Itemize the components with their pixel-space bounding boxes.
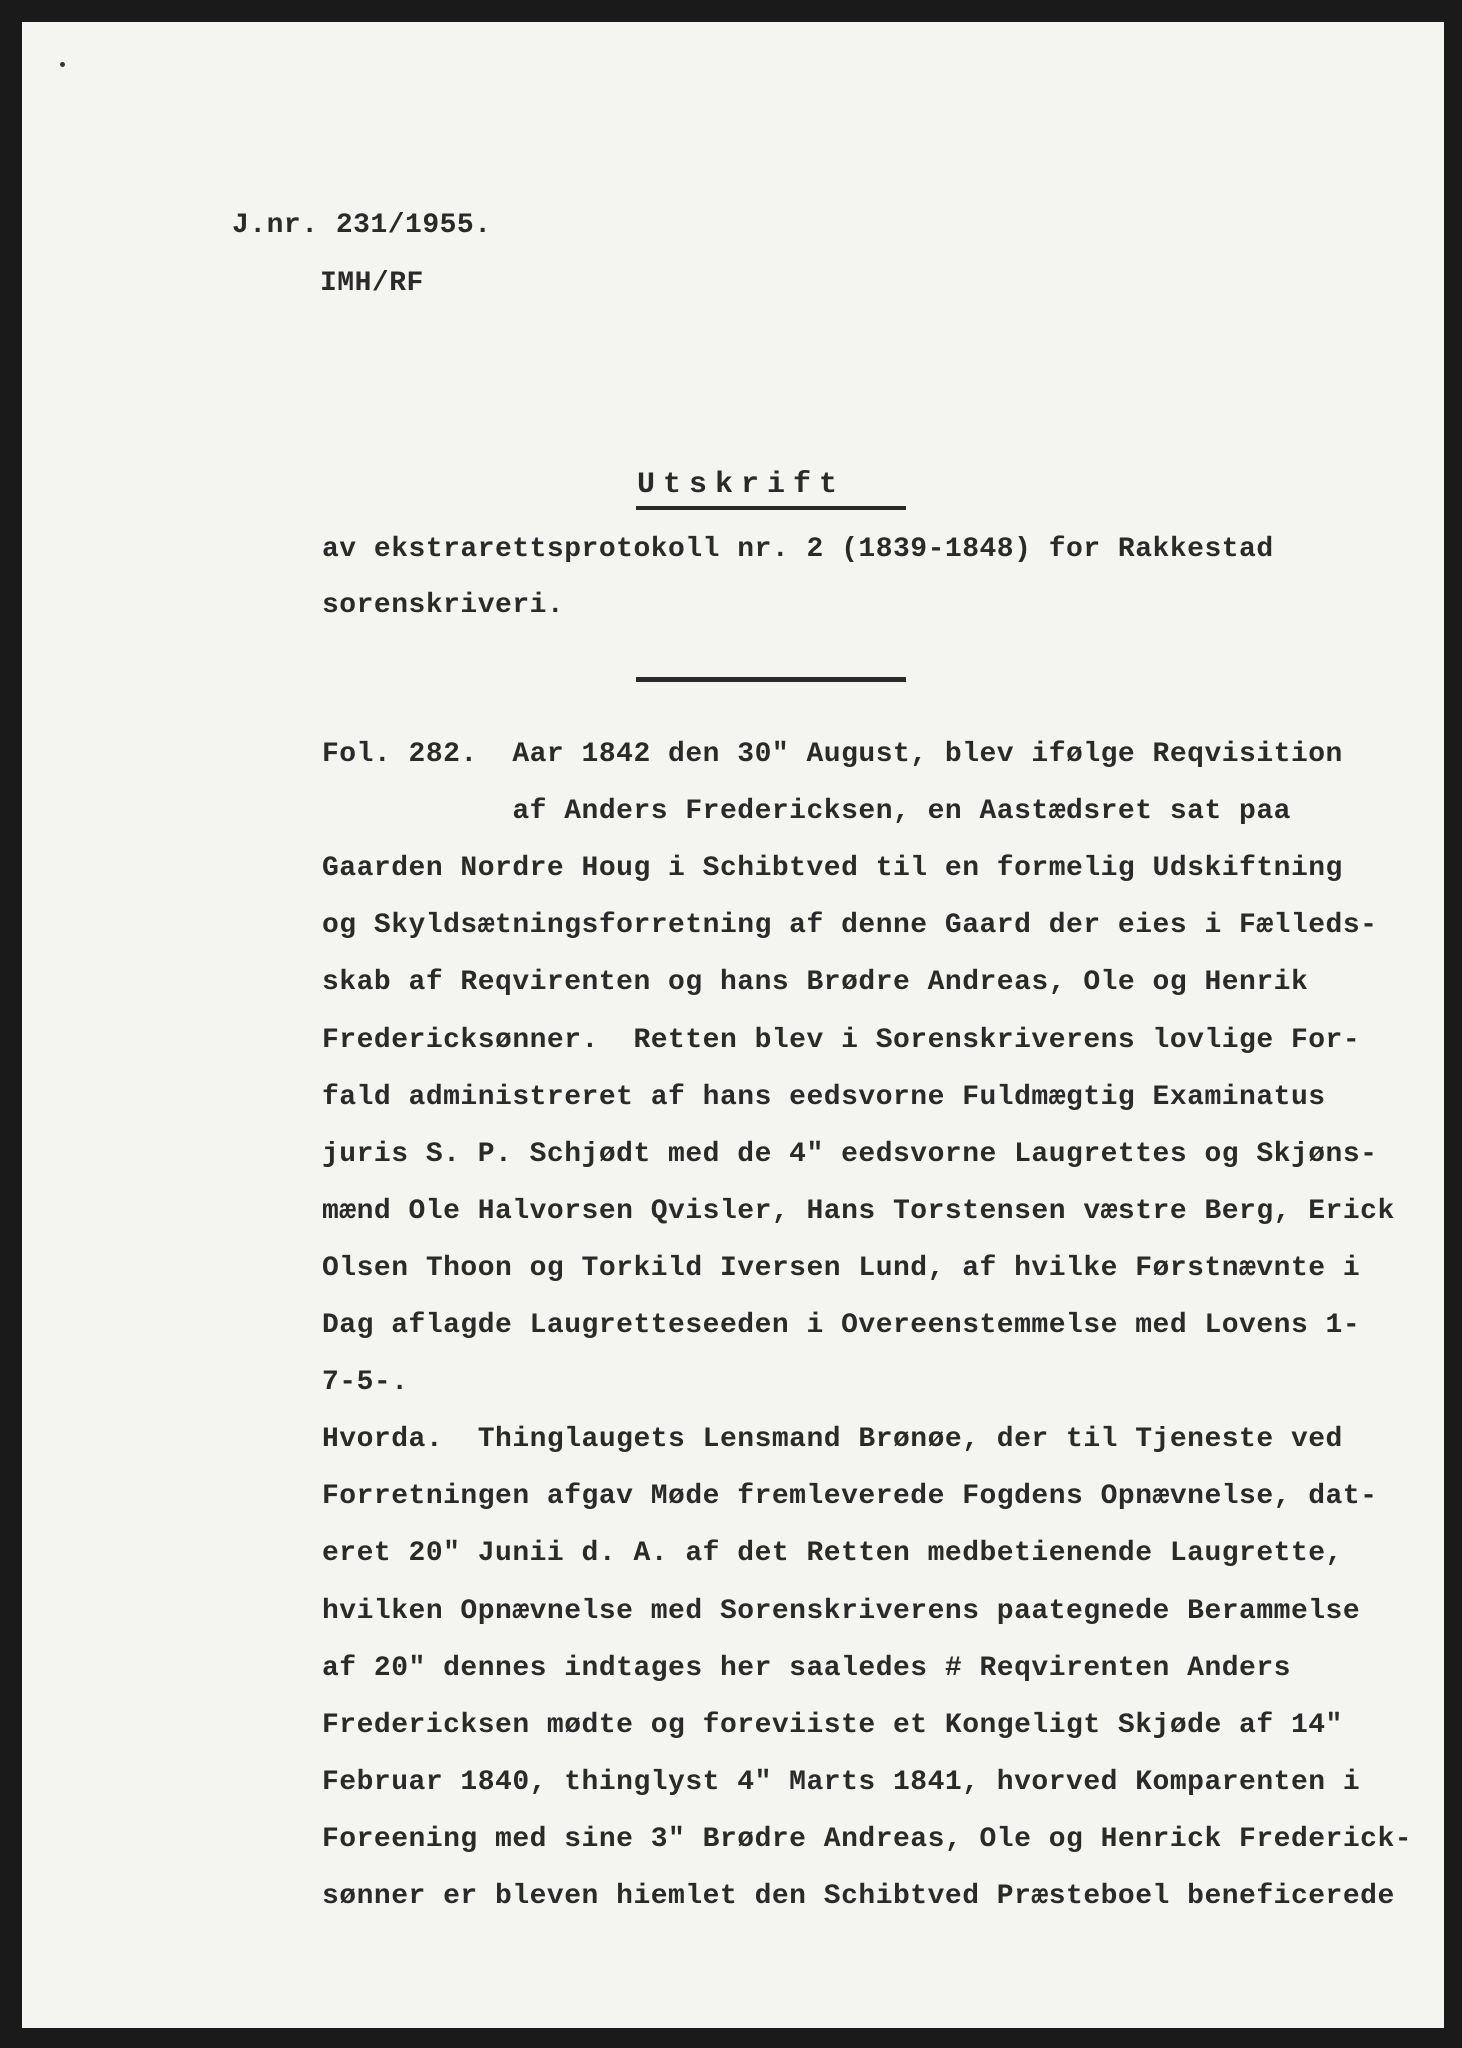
body-line: af Anders Fredericksen, en Aastædsret sat paa xyxy=(322,796,1291,828)
body-line: eret 20" Junii d. A. af det Retten medbetienende Laugrette, xyxy=(322,1538,1343,1570)
initials: IMH/RF xyxy=(320,268,424,299)
body-line: mænd Ole Halvorsen Qvisler, Hans Torstensen væstre Berg, Erick xyxy=(322,1195,1395,1227)
body-line: og Skyldsætningsforretning af denne Gaard der eies i Fælleds- xyxy=(322,910,1378,942)
section-divider xyxy=(636,677,906,682)
body-line: Foreening med sine 3" Brødre Andreas, Ole og Henrick Frederick- xyxy=(322,1823,1413,1855)
title-underline xyxy=(636,506,906,510)
margin-dot xyxy=(60,62,65,67)
body-line: Gaarden Nordre Houg i Schibtved til en formelig Udskiftning xyxy=(322,853,1343,885)
body-line: juris S. P. Schjødt med de 4" eedsvorne Laugrettes og Skjøns- xyxy=(322,1138,1378,1170)
body-line: sønner er bleven hiemlet den Schibtved Præsteboel beneficerede xyxy=(322,1881,1395,1912)
body-line: Olsen Thoon og Torkild Iversen Lund, af hvilke Førstnævnte i xyxy=(322,1252,1361,1284)
document-page xyxy=(22,22,1444,2028)
body-line: skab af Reqvirenten og hans Brødre Andreas, Ole og Henrik xyxy=(322,967,1309,999)
body-line: Fredericksen mødte og foreviiste et Kongeligt Skjøde af 14" xyxy=(322,1709,1343,1741)
body-line: fald administreret af hans eedsvorne Fuldmægtig Examinatus xyxy=(322,1081,1326,1113)
body-line: hvilken Opnævnelse med Sorenskriverens paategnede Berammelse xyxy=(322,1595,1361,1627)
body-line: Hvorda. Thinglaugets Lensmand Brønøe, der til Tjeneste ved xyxy=(322,1424,1343,1456)
document-title: Utskrift xyxy=(637,468,846,502)
body-line: Forretningen afgav Møde fremleverede Fogdens Opnævnelse, dat- xyxy=(322,1481,1378,1513)
body-line: Fredericksønner. Retten blev i Sorenskriverens lovlige For- xyxy=(322,1024,1361,1056)
journal-number: J.nr. 231/1955. xyxy=(232,210,492,241)
subtitle-line-2: sorenskriveri. xyxy=(322,590,565,621)
subtitle-line-1: av ekstrarettsprotokoll nr. 2 (1839-1848) for Rakkestad xyxy=(322,534,1274,565)
body-line: Fol. 282. Aar 1842 den 30" August, blev ifølge Reqvisition xyxy=(322,739,1343,770)
body-line: af 20" dennes indtages her saaledes # Reqvirenten Anders xyxy=(322,1652,1291,1684)
body-line: Dag aflagde Laugretteseeden i Overeenstemmelse med Lovens 1- xyxy=(322,1310,1361,1341)
body-line: 7-5-. xyxy=(322,1367,409,1399)
body-line: Februar 1840, thinglyst 4" Marts 1841, hvorved Komparenten i xyxy=(322,1766,1361,1798)
